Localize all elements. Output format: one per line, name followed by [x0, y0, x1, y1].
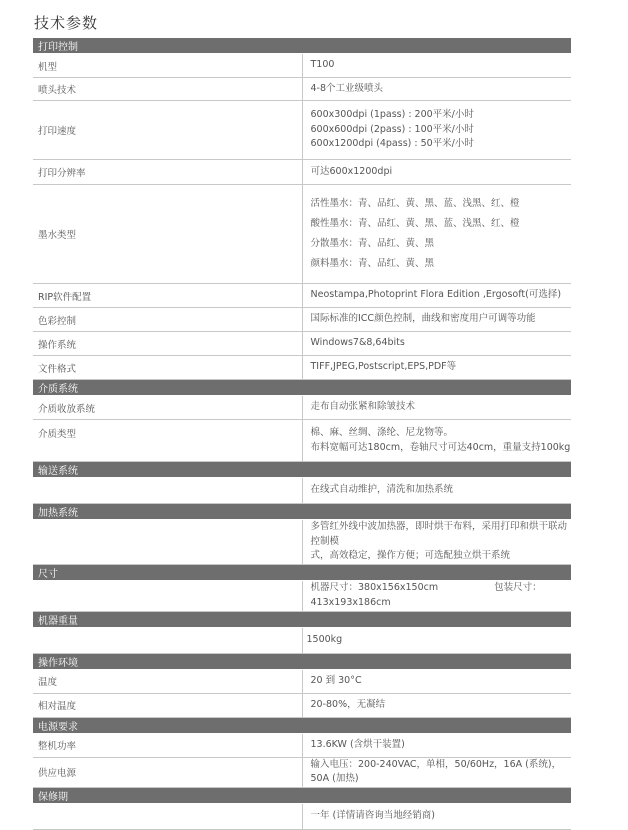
row-label: 机型	[33, 54, 302, 78]
row-label: 喷头技术	[33, 78, 302, 101]
spec-row-ink	[33, 185, 571, 284]
spec-row-humidity	[33, 693, 571, 717]
row-value	[302, 581, 571, 611]
row-label: 介质收放系统	[33, 396, 302, 420]
page-title: 技术参数	[34, 14, 99, 32]
section-header: 介质系统	[33, 380, 571, 396]
row-label	[33, 581, 302, 611]
machine-size: 机器尺寸：380x156x150cm	[310, 582, 439, 594]
row-value: 4-8个工业级喷头	[302, 78, 571, 101]
spec-row-os	[33, 332, 571, 356]
section-power	[33, 717, 571, 733]
row-value	[302, 185, 571, 284]
section-warranty	[33, 788, 571, 804]
section-environment	[33, 653, 571, 669]
value-line: 酸性墨水：青、品红、黄、黑、蓝、浅黑、红、橙	[310, 218, 520, 229]
value-line: 颜料墨水：青、品红、黄、黑	[310, 258, 435, 269]
value-line: 布料宽幅可达180cm，卷轴尺寸可达40cm，重量支持100kg	[310, 441, 571, 453]
spec-row-power	[33, 733, 571, 757]
spec-row-color	[33, 308, 571, 332]
section-header: 操作环境	[33, 653, 571, 669]
row-value: 13.6KW (含烘干装置)	[302, 733, 571, 757]
section-weight	[33, 611, 571, 627]
row-value: 20-80%，无凝结	[302, 693, 571, 717]
section-header: 电源要求	[33, 717, 571, 733]
row-value: 在线式自动维护，清洗和加热系统	[302, 478, 571, 504]
spec-row-size	[33, 581, 571, 611]
spec-row-heating	[33, 520, 571, 565]
spec-row-media-type	[33, 420, 571, 462]
section-header: 机器重量	[33, 611, 571, 627]
row-label	[33, 804, 302, 830]
section-conveying	[33, 462, 571, 478]
value-line: 分散墨水：青、品红、黄、黑	[310, 238, 435, 249]
row-value: 一年 (详情请咨询当地经销商)	[302, 804, 571, 830]
row-label: 墨水类型	[33, 185, 302, 284]
value-line: 多管红外线中波加热器，即时烘干布料，采用打印和烘干联动控制模	[310, 521, 568, 547]
section-heating	[33, 504, 571, 520]
spec-row-format	[33, 356, 571, 380]
section-header: 尺寸	[33, 565, 571, 581]
row-value: 1500kg	[302, 627, 571, 653]
spec-row-model	[33, 54, 571, 78]
row-label	[33, 478, 302, 504]
section-header: 保修期	[33, 788, 571, 804]
section-header: 打印控制	[33, 38, 571, 54]
row-value: T100	[302, 54, 571, 78]
section-header: 加热系统	[33, 504, 571, 520]
value-line: 600x600dpi (2pass) : 100平米/小时	[310, 123, 474, 135]
row-label: 打印分辨率	[33, 160, 302, 185]
row-value: 走布自动张紧和除皱技术	[302, 396, 571, 420]
row-value: Windows7&8,64bits	[302, 332, 571, 356]
row-label: 整机功率	[33, 733, 302, 757]
row-label: 打印速度	[33, 101, 302, 160]
row-value	[302, 101, 571, 160]
row-label	[33, 520, 302, 565]
spec-row-rip	[33, 284, 571, 308]
spec-row-winding	[33, 396, 571, 420]
spec-row-speed	[33, 101, 571, 160]
spec-table	[33, 38, 571, 830]
row-value: 国际标准的ICC颜色控制，曲线和密度用户可调等功能	[302, 308, 571, 332]
row-value	[302, 520, 571, 565]
spec-row-supply	[33, 757, 571, 787]
value-line: 600x300dpi (1pass) : 200平米/小时	[310, 108, 474, 120]
spec-row-resolution	[33, 160, 571, 185]
package-size: 包装尺寸：413x193x186cm	[310, 582, 542, 608]
row-label	[33, 627, 302, 653]
spec-row-temperature	[33, 669, 571, 693]
row-value: 输入电压：200-240VAC，单相，50/60Hz，16A (系统)，50A (加热)	[302, 757, 571, 787]
row-value: 可达600x1200dpi	[302, 160, 571, 185]
section-print-control	[33, 38, 571, 54]
section-size	[33, 565, 571, 581]
row-label: 相对温度	[33, 693, 302, 717]
spec-row-warranty	[33, 804, 571, 830]
row-value: 20 到 30°C	[302, 669, 571, 693]
section-media-system	[33, 380, 571, 396]
value-line: 棉、麻、丝绸、涤纶、尼龙物等。	[310, 426, 454, 438]
spec-row-head	[33, 78, 571, 101]
row-value: TIFF,JPEG,Postscript,EPS,PDF等	[302, 356, 571, 380]
row-label: RIP软件配置	[33, 284, 302, 308]
spec-row-conveying	[33, 478, 571, 504]
value-line: 式，高效稳定，操作方便；可选配独立烘干系统	[310, 550, 511, 562]
value-line: 活性墨水：青、品红、黄、黑、蓝、浅黑、红、橙	[310, 198, 520, 209]
row-value: Neostampa,Photoprint Flora Edition ,Ergosoft(可选择)	[302, 284, 571, 308]
row-label: 供应电源	[33, 757, 302, 787]
spec-row-weight	[33, 627, 571, 653]
row-label: 介质类型	[33, 420, 302, 462]
value-line: 600x1200dpi (4pass) : 50平米/小时	[310, 138, 474, 150]
section-header: 输送系统	[33, 462, 571, 478]
row-label: 色彩控制	[33, 308, 302, 332]
row-label: 温度	[33, 669, 302, 693]
row-value	[302, 420, 571, 462]
row-label: 文件格式	[33, 356, 302, 380]
row-label: 操作系统	[33, 332, 302, 356]
